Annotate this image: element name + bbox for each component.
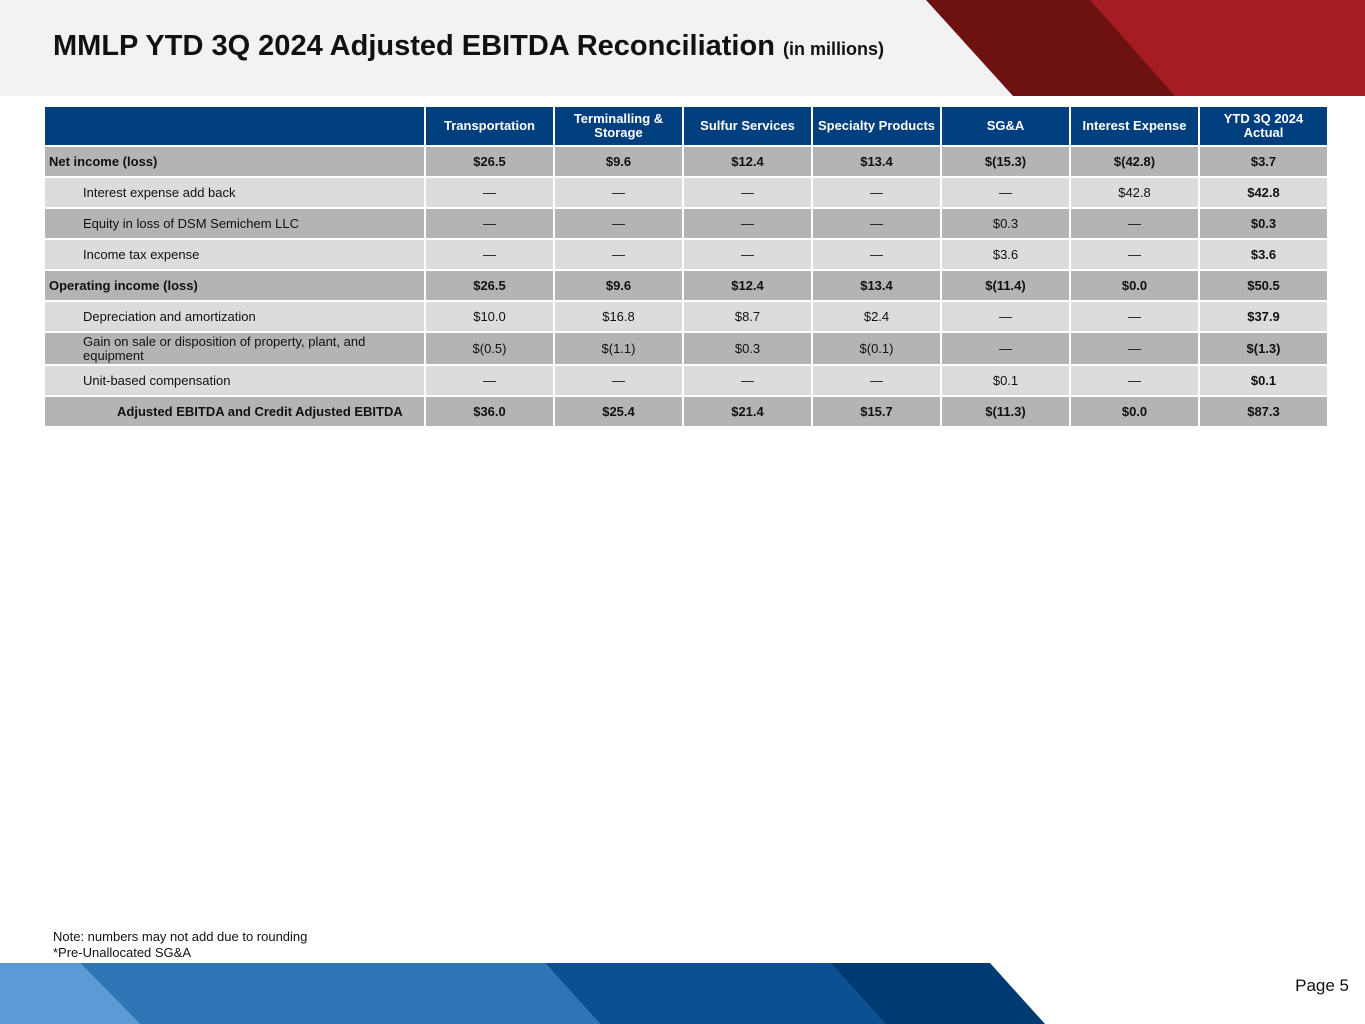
slide-header xyxy=(0,0,1365,96)
cell-value: — xyxy=(425,177,554,208)
page-number: Page 5 xyxy=(1295,976,1349,995)
cell-value: — xyxy=(425,208,554,239)
cell-value: $12.4 xyxy=(683,270,812,301)
header-cell-transportation: Transportation xyxy=(425,106,554,146)
row-label: Depreciation and amortization xyxy=(44,301,425,332)
cell-value: $13.4 xyxy=(812,146,941,177)
cell-total: $87.3 xyxy=(1199,396,1328,427)
reconciliation-table xyxy=(43,105,1329,428)
cell-value: — xyxy=(941,332,1070,365)
header-cell-specialty: Specialty Products xyxy=(812,106,941,146)
cell-value: $26.5 xyxy=(425,270,554,301)
footer-accent-shapes xyxy=(0,963,1365,1024)
cell-value: $(42.8) xyxy=(1070,146,1199,177)
cell-value: $16.8 xyxy=(554,301,683,332)
cell-value: $12.4 xyxy=(683,146,812,177)
cell-value: $0.3 xyxy=(683,332,812,365)
cell-value: — xyxy=(941,301,1070,332)
cell-value: $(15.3) xyxy=(941,146,1070,177)
cell-value: — xyxy=(1070,208,1199,239)
header-cell-terminalling: Terminalling & Storage xyxy=(554,106,683,146)
cell-total: $42.8 xyxy=(1199,177,1328,208)
cell-value: $0.3 xyxy=(941,208,1070,239)
footer-band-dark-blue xyxy=(545,963,885,1024)
slide-footer xyxy=(0,963,1365,1024)
cell-value: — xyxy=(941,177,1070,208)
cell-value: — xyxy=(812,365,941,396)
cell-value: — xyxy=(683,208,812,239)
cell-value: — xyxy=(554,239,683,270)
row-label: Gain on sale or disposition of property, plant, and equipment xyxy=(44,332,425,365)
cell-value: $15.7 xyxy=(812,396,941,427)
header-cell-sulfur: Sulfur Services xyxy=(683,106,812,146)
table-row xyxy=(44,332,1328,365)
cell-value: — xyxy=(554,365,683,396)
footer-band-mid-blue xyxy=(80,963,600,1024)
cell-total: $0.3 xyxy=(1199,208,1328,239)
table-row xyxy=(44,365,1328,396)
cell-value: $21.4 xyxy=(683,396,812,427)
row-label: Unit-based compensation xyxy=(44,365,425,396)
cell-value: $0.0 xyxy=(1070,396,1199,427)
row-label: Net income (loss) xyxy=(44,146,425,177)
cell-value: $(1.1) xyxy=(554,332,683,365)
cell-value: $42.8 xyxy=(1070,177,1199,208)
cell-value: — xyxy=(683,365,812,396)
cell-value: $9.6 xyxy=(554,146,683,177)
cell-value: — xyxy=(1070,365,1199,396)
cell-total: $50.5 xyxy=(1199,270,1328,301)
cell-value: $(0.1) xyxy=(812,332,941,365)
header-cell-sga: SG&A xyxy=(941,106,1070,146)
row-label: Interest expense add back xyxy=(44,177,425,208)
table-header-row xyxy=(44,106,1328,146)
title-text: MMLP YTD 3Q 2024 Adjusted EBITDA Reconciliation xyxy=(53,30,775,62)
table-row xyxy=(44,177,1328,208)
cell-value: — xyxy=(554,177,683,208)
header-cell-interest: Interest Expense xyxy=(1070,106,1199,146)
footnote-sga: *Pre-Unallocated SG&A xyxy=(53,945,192,960)
cell-value: — xyxy=(1070,239,1199,270)
header-cell-label xyxy=(44,106,425,146)
cell-value: $3.6 xyxy=(941,239,1070,270)
cell-value: — xyxy=(1070,332,1199,365)
cell-value: $13.4 xyxy=(812,270,941,301)
row-label: Adjusted EBITDA and Credit Adjusted EBITDA xyxy=(44,396,425,427)
row-label: Income tax expense xyxy=(44,239,425,270)
cell-total: $0.1 xyxy=(1199,365,1328,396)
row-label: Operating income (loss) xyxy=(44,270,425,301)
cell-value: $(11.4) xyxy=(941,270,1070,301)
cell-value: — xyxy=(683,177,812,208)
cell-total: $37.9 xyxy=(1199,301,1328,332)
cell-value: — xyxy=(425,239,554,270)
cell-value: — xyxy=(1070,301,1199,332)
cell-value: — xyxy=(554,208,683,239)
cell-value: $(0.5) xyxy=(425,332,554,365)
cell-value: $2.4 xyxy=(812,301,941,332)
cell-total: $3.7 xyxy=(1199,146,1328,177)
row-label: Equity in loss of DSM Semichem LLC xyxy=(44,208,425,239)
cell-value: — xyxy=(425,365,554,396)
title-subtitle: (in millions) xyxy=(782,39,884,59)
header-cell-ytd-total: YTD 3Q 2024 Actual xyxy=(1199,106,1328,146)
cell-value: $9.6 xyxy=(554,270,683,301)
cell-value: $0.1 xyxy=(941,365,1070,396)
cell-value: $26.5 xyxy=(425,146,554,177)
cell-value: — xyxy=(812,239,941,270)
cell-value: $36.0 xyxy=(425,396,554,427)
cell-value: — xyxy=(812,208,941,239)
cell-value: $8.7 xyxy=(683,301,812,332)
footnote-rounding: Note: numbers may not add due to rounding xyxy=(53,929,308,944)
cell-total: $(1.3) xyxy=(1199,332,1328,365)
table-row xyxy=(44,301,1328,332)
cell-value: $0.0 xyxy=(1070,270,1199,301)
slide-title xyxy=(53,30,884,63)
cell-value: $25.4 xyxy=(554,396,683,427)
table-row xyxy=(44,239,1328,270)
cell-value: — xyxy=(683,239,812,270)
cell-total: $3.6 xyxy=(1199,239,1328,270)
cell-value: $10.0 xyxy=(425,301,554,332)
footnotes xyxy=(53,929,307,961)
table-row xyxy=(44,396,1328,427)
table-row xyxy=(44,270,1328,301)
cell-value: $(11.3) xyxy=(941,396,1070,427)
table-row xyxy=(44,208,1328,239)
table-row xyxy=(44,146,1328,177)
cell-value: — xyxy=(812,177,941,208)
